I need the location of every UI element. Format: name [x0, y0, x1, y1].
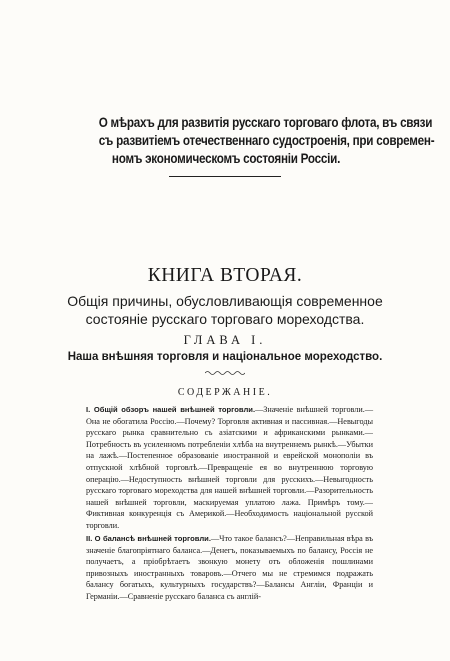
section-label: II. О балансѣ внѣшней торговли. — [86, 534, 211, 544]
book-title: КНИГА ВТОРАЯ. — [147, 265, 303, 286]
chapter-label: ГЛАВА I. — [183, 333, 267, 347]
contents-heading: СОДЕРЖАНІЕ. — [177, 387, 273, 398]
contents-section — [86, 404, 373, 532]
chapter-title: Наша внѣшняя торговля и національное мореходство. — [67, 351, 383, 363]
section-text: —Значеніе внѣшней торговли.—Она не обогатила Россію.—Почему? Торговля активная и пассивная.—Невыгоды русскаго рынка сравнительно съ азіатскими и африканскими рынками.—Потребность въ усиленномъ потребленіи хлѣба на внутреннемъ рынкѣ.—Убытки на лажѣ.—Постепенное образованіе иностранной и еврейской монополіи въ отпускной хлѣбной торговлѣ.—Превращеніе ея во внутреннюю торговую операцію.—Недоступность внѣшней торговли для русскихъ.—Невыгодность русскаго торговаго мореходства для нашей внѣшней торговли.—Разорительность нашей внѣшней торговли, маскируемая уплатою лажа. Примѣръ тому.—Фиктивная конкуренція съ Америкой.—Необходимость національной русской торговли. — [86, 405, 374, 530]
section-text: —Что такое балансъ?—Неправильная вѣра въ значеніе благопріятнаго баланса.—Денегъ, показываемыхъ по балансу, Россія не получаетъ, а пріобрѣтаетъ звонкую монету отъ обложенія пошлинами привозныхъ иностранныхъ товаровъ.—Отчего мы не стремимся подражать балансу богатыхъ, культурныхъ государствъ?—Балансы Англіи, Франціи и Германіи.—Сравненіе русскаго баланса съ англій- — [86, 534, 373, 601]
header-divider — [169, 176, 281, 177]
document-header-title — [98, 114, 435, 168]
contents-body — [86, 404, 373, 604]
header-title-line-3: номъ экономическомъ состояніи Россіи. — [111, 151, 341, 166]
book-subtitle — [40, 292, 410, 328]
ornament-squiggle — [205, 370, 245, 376]
section-label: I. Общій обзоръ нашей внѣшней торговли. — [86, 405, 256, 414]
book-subtitle-line-1: Общія причины, обусловливающія современное — [67, 293, 383, 309]
header-title-line-1: О мѣрахъ для развитія русскаго торговаго флота, въ связи — [98, 115, 433, 130]
contents-section — [86, 533, 373, 603]
book-subtitle-line-2: состояніе русскаго торговаго мореходства. — [85, 311, 365, 327]
header-title-line-2: съ развитіемъ отечественнаго судостроенія, при современ- — [98, 133, 435, 148]
